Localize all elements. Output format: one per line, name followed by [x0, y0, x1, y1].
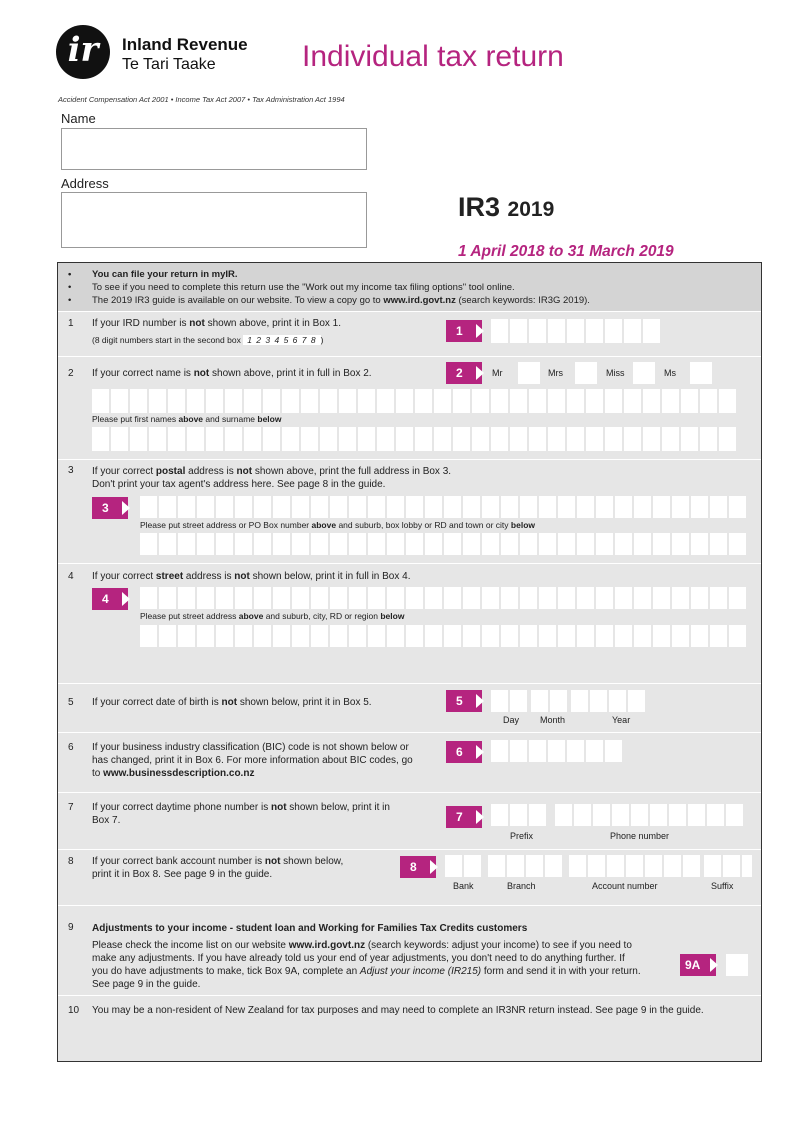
character-cell[interactable] [263, 389, 280, 413]
character-cell[interactable] [178, 587, 195, 609]
character-cell[interactable] [501, 496, 518, 518]
q2-hint: Please put first names above and surname below [92, 414, 282, 424]
character-cell[interactable] [501, 533, 518, 555]
q8-text: If your correct bank account number is not shown below, print it in Box 8. See page 9 in the guide. [92, 856, 344, 880]
divider [58, 356, 761, 357]
character-cell[interactable] [330, 625, 347, 647]
question-number: 10 [68, 1005, 80, 1016]
character-cell[interactable] [520, 496, 537, 518]
title-mrs-checkbox[interactable] [575, 362, 597, 384]
box-2-tag: 2 [446, 362, 482, 384]
character-cell[interactable] [130, 389, 147, 413]
character-cell[interactable] [681, 427, 698, 451]
title-miss: Miss [606, 368, 625, 378]
notice-myir: • You can file your return in myIR. [92, 269, 238, 280]
tax-period: 1 April 2018 to 31 March 2019 [458, 243, 674, 260]
character-cell[interactable] [577, 587, 594, 609]
character-cell[interactable] [235, 625, 252, 647]
character-cell[interactable] [140, 533, 157, 555]
character-cell[interactable] [168, 389, 185, 413]
character-cell[interactable] [282, 389, 299, 413]
character-cell[interactable] [330, 587, 347, 609]
inland-revenue-logo: ir [56, 25, 110, 79]
divider [58, 849, 761, 850]
character-cell[interactable] [634, 587, 651, 609]
phone-prefix-label: Prefix [510, 831, 534, 841]
divider [58, 459, 761, 460]
box-9a-tag: 9A [680, 954, 716, 976]
character-cell[interactable] [358, 389, 375, 413]
character-cell[interactable] [92, 389, 109, 413]
character-cell[interactable] [349, 587, 366, 609]
character-cell[interactable] [387, 587, 404, 609]
character-cell[interactable] [672, 625, 689, 647]
character-cell[interactable] [159, 533, 176, 555]
character-cell[interactable] [567, 427, 584, 451]
character-cell[interactable] [197, 496, 214, 518]
character-cell[interactable] [197, 587, 214, 609]
character-cell[interactable] [710, 496, 727, 518]
character-cell[interactable] [159, 496, 176, 518]
box-3-tag: 3 [92, 497, 128, 519]
character-cell[interactable] [130, 427, 147, 451]
character-cell[interactable] [501, 625, 518, 647]
character-cell[interactable] [225, 389, 242, 413]
character-cell[interactable] [453, 389, 470, 413]
character-cell[interactable] [330, 533, 347, 555]
question-number: 2 [68, 368, 74, 379]
character-cell[interactable] [159, 587, 176, 609]
character-cell[interactable] [529, 389, 546, 413]
character-cell[interactable] [273, 533, 290, 555]
character-cell[interactable] [292, 625, 309, 647]
character-cell[interactable] [539, 533, 556, 555]
character-cell[interactable] [339, 427, 356, 451]
dob-day-label: Day [503, 715, 520, 725]
character-cell[interactable] [111, 389, 128, 413]
divider [58, 311, 761, 312]
character-cell[interactable] [529, 427, 546, 451]
character-cell[interactable] [615, 587, 632, 609]
character-cell[interactable] [710, 587, 727, 609]
character-cell[interactable] [539, 587, 556, 609]
character-cell[interactable] [396, 427, 413, 451]
question-number: 7 [68, 802, 74, 813]
bank-label: Bank [453, 881, 474, 891]
phone-number-label: Phone number [610, 831, 670, 841]
character-cell[interactable] [168, 427, 185, 451]
character-cell[interactable] [415, 427, 432, 451]
character-cell[interactable] [254, 496, 271, 518]
character-cell[interactable] [558, 496, 575, 518]
character-cell[interactable] [216, 625, 233, 647]
character-cell[interactable] [548, 427, 565, 451]
character-cell[interactable] [244, 427, 261, 451]
character-cell[interactable] [605, 427, 622, 451]
character-cell[interactable] [463, 587, 480, 609]
character-cell[interactable] [662, 389, 679, 413]
character-cell[interactable] [577, 533, 594, 555]
character-cell[interactable] [729, 587, 746, 609]
title-mr: Mr [492, 368, 503, 378]
character-cell[interactable] [700, 389, 717, 413]
q5-text: If your correct date of birth is not shown below, print it in Box 5. [92, 697, 372, 708]
character-cell[interactable] [425, 587, 442, 609]
address-label: Address [61, 176, 109, 191]
character-cell[interactable] [605, 389, 622, 413]
ird-link[interactable]: www.ird.govt.nz [383, 295, 456, 306]
character-cell[interactable] [377, 389, 394, 413]
character-cell[interactable] [368, 533, 385, 555]
divider [58, 683, 761, 684]
character-cell[interactable] [444, 587, 461, 609]
character-cell[interactable] [672, 496, 689, 518]
character-cell[interactable] [463, 496, 480, 518]
character-cell[interactable] [311, 496, 328, 518]
character-cell[interactable] [482, 533, 499, 555]
character-cell[interactable] [653, 496, 670, 518]
character-cell[interactable] [406, 587, 423, 609]
org-name: Inland Revenue [122, 35, 248, 54]
character-cell[interactable] [320, 389, 337, 413]
character-cell[interactable] [187, 389, 204, 413]
character-cell[interactable] [159, 625, 176, 647]
character-cell[interactable] [510, 389, 527, 413]
character-cell[interactable] [653, 587, 670, 609]
box-1-tag: 1 [446, 320, 482, 342]
character-cell[interactable] [216, 587, 233, 609]
character-cell[interactable] [634, 533, 651, 555]
title-ms: Ms [664, 368, 676, 378]
character-cell[interactable] [672, 587, 689, 609]
character-cell[interactable] [425, 496, 442, 518]
character-cell[interactable] [178, 533, 195, 555]
q6-text: If your business industry classification (BIC) code is not shown below or has changed, print it in Box 6. For more information about BIC codes, go to www.businessdescription.co.nz [92, 742, 413, 779]
character-cell[interactable] [558, 625, 575, 647]
character-cell[interactable] [292, 533, 309, 555]
question-number: 5 [68, 697, 74, 708]
character-cell[interactable] [178, 496, 195, 518]
character-cell[interactable] [349, 625, 366, 647]
character-cell[interactable] [653, 625, 670, 647]
character-cell[interactable] [482, 625, 499, 647]
character-cell[interactable] [197, 625, 214, 647]
character-cell[interactable] [377, 427, 394, 451]
first-names-row[interactable] [92, 389, 748, 413]
character-cell[interactable] [140, 496, 157, 518]
branch-label: Branch [507, 881, 536, 891]
character-cell[interactable] [206, 389, 223, 413]
q3-hint: Please put street address or PO Box number above and suburb, box lobby or RD and town or city below [140, 520, 536, 530]
character-cell[interactable] [387, 496, 404, 518]
character-cell[interactable] [548, 389, 565, 413]
character-cell[interactable] [501, 587, 518, 609]
question-number: 3 [68, 465, 74, 476]
dob-year-label: Year [612, 715, 631, 725]
character-cell[interactable] [387, 533, 404, 555]
character-cell[interactable] [425, 533, 442, 555]
character-cell[interactable] [406, 533, 423, 555]
character-cell[interactable] [472, 427, 489, 451]
character-cell[interactable] [368, 625, 385, 647]
character-cell[interactable] [643, 389, 660, 413]
divider [58, 792, 761, 793]
character-cell[interactable] [615, 625, 632, 647]
character-cell[interactable] [691, 625, 708, 647]
character-cell[interactable] [472, 389, 489, 413]
character-cell[interactable] [672, 533, 689, 555]
character-cell[interactable] [311, 587, 328, 609]
character-cell[interactable] [463, 533, 480, 555]
q2-text: If your correct name is not shown above, print it in full in Box 2. [92, 368, 372, 379]
character-cell[interactable] [349, 496, 366, 518]
character-cell[interactable] [482, 496, 499, 518]
character-cell[interactable] [415, 389, 432, 413]
box-9a-checkbox[interactable] [726, 954, 748, 976]
character-cell[interactable] [187, 427, 204, 451]
street-address-row-1[interactable] [140, 587, 750, 609]
box-8-tag: 8 [400, 856, 436, 878]
character-cell[interactable] [491, 389, 508, 413]
divider [58, 995, 761, 996]
character-cell[interactable] [634, 496, 651, 518]
character-cell[interactable] [596, 625, 613, 647]
character-cell[interactable] [273, 587, 290, 609]
character-cell[interactable] [719, 389, 736, 413]
character-cell[interactable] [577, 625, 594, 647]
character-cell[interactable] [282, 427, 299, 451]
surname-row[interactable] [92, 427, 748, 451]
character-cell[interactable] [111, 427, 128, 451]
character-cell[interactable] [301, 427, 318, 451]
character-cell[interactable] [197, 533, 214, 555]
title-mrs: Mrs [548, 368, 563, 378]
character-cell[interactable] [320, 427, 337, 451]
ird-link[interactable]: www.ird.govt.nz [288, 940, 366, 951]
character-cell[interactable] [178, 625, 195, 647]
character-cell[interactable] [140, 625, 157, 647]
character-cell[interactable] [510, 427, 527, 451]
character-cell[interactable] [558, 533, 575, 555]
character-cell[interactable] [263, 427, 280, 451]
name-field[interactable] [61, 128, 367, 170]
character-cell[interactable] [624, 427, 641, 451]
character-cell[interactable] [624, 389, 641, 413]
character-cell[interactable] [634, 625, 651, 647]
question-number: 1 [68, 318, 74, 329]
character-cell[interactable] [615, 533, 632, 555]
q4-text: If your correct street address is not shown below, print it in full in Box 4. [92, 571, 411, 582]
character-cell[interactable] [368, 496, 385, 518]
org-name-maori: Te Tari Taake [122, 56, 216, 73]
character-cell[interactable] [406, 625, 423, 647]
character-cell[interactable] [254, 625, 271, 647]
q3-text: If your correct postal address is not shown above, print the full address in Box 3. Don't print your tax agent's address here. See page 8 in the guide. [92, 466, 452, 490]
character-cell[interactable] [596, 587, 613, 609]
bic-link[interactable]: www.businessdescription.co.nz [103, 768, 255, 779]
character-cell[interactable] [729, 625, 746, 647]
character-cell[interactable] [653, 533, 670, 555]
box-5-tag: 5 [446, 690, 482, 712]
character-cell[interactable] [273, 625, 290, 647]
question-number: 8 [68, 856, 74, 867]
q10-text: You may be a non-resident of New Zealand for tax purposes and may need to complete an IR3NR return instead. See page 9 in the guide. [92, 1005, 704, 1016]
character-cell[interactable] [368, 587, 385, 609]
question-number: 4 [68, 571, 74, 582]
character-cell[interactable] [444, 625, 461, 647]
character-cell[interactable] [558, 587, 575, 609]
character-cell[interactable] [349, 533, 366, 555]
character-cell[interactable] [453, 427, 470, 451]
character-cell[interactable] [225, 427, 242, 451]
postal-address-row-1[interactable] [140, 496, 750, 518]
character-cell[interactable] [444, 496, 461, 518]
character-cell[interactable] [216, 533, 233, 555]
character-cell[interactable] [719, 427, 736, 451]
suffix-label: Suffix [711, 881, 734, 891]
character-cell[interactable] [586, 427, 603, 451]
character-cell[interactable] [311, 625, 328, 647]
character-cell[interactable] [406, 496, 423, 518]
character-cell[interactable] [596, 496, 613, 518]
title-ms-checkbox[interactable] [690, 362, 712, 384]
box-4-tag: 4 [92, 588, 128, 610]
character-cell[interactable] [254, 587, 271, 609]
character-cell[interactable] [434, 427, 451, 451]
character-cell[interactable] [662, 427, 679, 451]
character-cell[interactable] [691, 496, 708, 518]
character-cell[interactable] [729, 496, 746, 518]
character-cell[interactable] [596, 533, 613, 555]
character-cell[interactable] [710, 625, 727, 647]
account-number-label: Account number [592, 881, 658, 891]
character-cell[interactable] [691, 587, 708, 609]
divider [58, 563, 761, 564]
question-number: 6 [68, 742, 74, 753]
character-cell[interactable] [301, 389, 318, 413]
form-title: Individual tax return [302, 40, 564, 73]
character-cell[interactable] [567, 389, 584, 413]
character-cell[interactable] [235, 587, 252, 609]
character-cell[interactable] [539, 625, 556, 647]
character-cell[interactable] [425, 625, 442, 647]
character-cell[interactable] [681, 389, 698, 413]
title-miss-checkbox[interactable] [633, 362, 655, 384]
character-cell[interactable] [520, 587, 537, 609]
dob-month-label: Month [540, 715, 566, 725]
q9-text: Please check the income list on our website www.ird.govt.nz (search keywords: adjust your income) to see if you need to make any adjustments. If you have already told us your end of year adjustments, you don't need to do anything further. If you do have adjustments to make, tick Box 9A, complete an Adjust your income (IR215) form and send it in with your return. See page 9 in the guide. [92, 940, 641, 990]
name-label: Name [61, 111, 96, 126]
character-cell[interactable] [149, 389, 166, 413]
q1-text: If your IRD number is not shown above, print it in Box 1. [92, 318, 341, 329]
character-cell[interactable] [358, 427, 375, 451]
character-cell[interactable] [244, 389, 261, 413]
form-code: IR3 2019 [458, 192, 555, 222]
character-cell[interactable] [586, 389, 603, 413]
character-cell[interactable] [691, 533, 708, 555]
character-cell[interactable] [643, 427, 660, 451]
title-mr-checkbox[interactable] [518, 362, 540, 384]
character-cell[interactable] [330, 496, 347, 518]
character-cell[interactable] [235, 533, 252, 555]
notice-guide: • The 2019 IR3 guide is available on our website. To view a copy go to www.ird.govt.nz (search keywords: IR3G 2019). [92, 295, 590, 306]
address-field[interactable] [61, 192, 367, 248]
box-7-tag: 7 [446, 806, 482, 828]
character-cell[interactable] [482, 587, 499, 609]
character-cell[interactable] [700, 427, 717, 451]
character-cell[interactable] [577, 496, 594, 518]
q9-heading: Adjustments to your income - student loan and Working for Families Tax Credits customers [92, 923, 528, 934]
character-cell[interactable] [206, 427, 223, 451]
q1-hint: (8 digit numbers start in the second box 1 2 3 4 5 6 7 8 ) [92, 335, 324, 345]
notice-tool: • To see if you need to complete this return use the "Work out my income tax filing options" tool online. [92, 282, 515, 293]
character-cell[interactable] [292, 496, 309, 518]
character-cell[interactable] [539, 496, 556, 518]
postal-address-row-2[interactable] [140, 533, 750, 555]
character-cell[interactable] [463, 625, 480, 647]
character-cell[interactable] [216, 496, 233, 518]
character-cell[interactable] [444, 533, 461, 555]
character-cell[interactable] [520, 625, 537, 647]
character-cell[interactable] [92, 427, 109, 451]
character-cell[interactable] [149, 427, 166, 451]
character-cell[interactable] [235, 496, 252, 518]
street-address-row-2[interactable] [140, 625, 750, 647]
divider [58, 905, 761, 906]
character-cell[interactable] [292, 587, 309, 609]
question-number: 9 [68, 922, 74, 933]
character-cell[interactable] [396, 389, 413, 413]
q4-hint: Please put street address above and suburb, city, RD or region below [140, 611, 405, 621]
character-cell[interactable] [339, 389, 356, 413]
character-cell[interactable] [254, 533, 271, 555]
legislation-line: Accident Compensation Act 2001 • Income Tax Act 2007 • Tax Administration Act 1994 [58, 95, 345, 104]
character-cell[interactable] [273, 496, 290, 518]
character-cell[interactable] [491, 427, 508, 451]
character-cell[interactable] [520, 533, 537, 555]
character-cell[interactable] [387, 625, 404, 647]
character-cell[interactable] [710, 533, 727, 555]
character-cell[interactable] [615, 496, 632, 518]
character-cell[interactable] [434, 389, 451, 413]
q7-text: If your correct daytime phone number is not shown below, print it in Box 7. [92, 802, 390, 826]
character-cell[interactable] [311, 533, 328, 555]
divider [58, 732, 761, 733]
character-cell[interactable] [140, 587, 157, 609]
box-6-tag: 6 [446, 741, 482, 763]
character-cell[interactable] [729, 533, 746, 555]
